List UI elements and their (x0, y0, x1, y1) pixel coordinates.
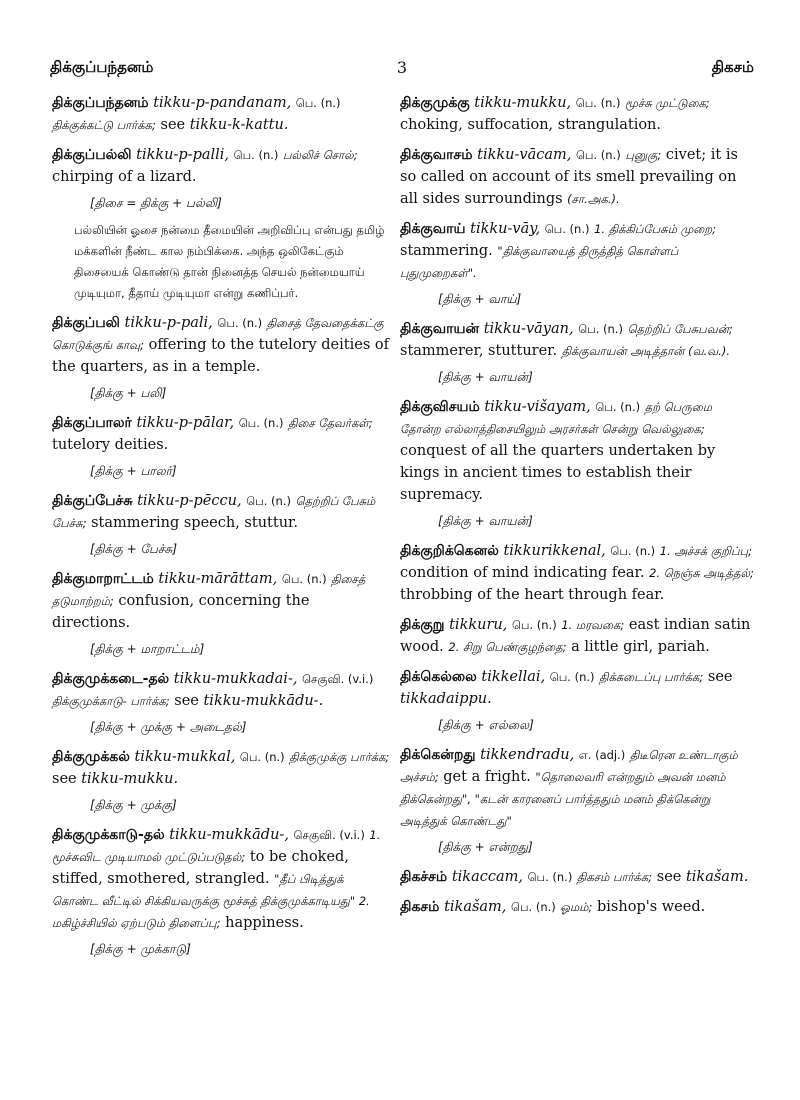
part-of-speech: பெ. (n.) (511, 900, 556, 914)
dictionary-entry (52, 412, 390, 482)
dictionary-entry (52, 490, 390, 560)
tamil-definition: திகசம் பார்க்க; (576, 870, 653, 884)
english-definition: tikašam. (685, 869, 749, 885)
headword: திகசம் (400, 899, 440, 915)
headword: திகச்சம் (400, 869, 448, 885)
tamil-definition: 1. மூச்சுவிட முடியாமல் முட்டுப்படுதல்; (52, 828, 381, 864)
english-definition: conquest of all the quarters undertaken by kings in ancient times to establish their supremacy. (400, 443, 716, 503)
english-definition: tutelory deities. (52, 437, 169, 453)
tamil-definition: திக்குவாயன் அடித்தான் (வ.வ.). (561, 344, 731, 358)
tamil-definition: திக்குமுக்காடு- பார்க்க; (52, 694, 170, 708)
transliteration: tikku-p-pandanam, (153, 95, 292, 111)
tamil-definition: திசைத் தேவதைக்கட்கு கொடுக்குங் காவு; (52, 316, 384, 352)
headword: திக்கென்றது (400, 747, 476, 763)
running-head-left: திக்குப்பந்தனம் (50, 58, 154, 76)
dictionary-entry (400, 744, 754, 858)
part-of-speech: பெ. (n.) (549, 670, 595, 684)
right-column (400, 92, 754, 926)
transliteration: tikkuru, (449, 617, 508, 633)
transliteration: tikku-mukku, (474, 95, 572, 111)
etymology: [திசை = திக்கு + பல்லி] (90, 196, 222, 210)
tamil-definition: திக்கடைப்பு பார்க்க; (599, 670, 704, 684)
etymology: [திக்கு + பலி] (90, 386, 167, 400)
page-number: 3 (396, 58, 408, 77)
tamil-definition: தெற்றிப் பேசும் பேச்சு; (52, 494, 376, 530)
english-definition: confusion, concerning the directions. (52, 593, 310, 631)
tamil-definition: புனுகு; (625, 148, 662, 162)
english-definition: see (160, 117, 186, 133)
left-column (52, 92, 390, 968)
headword: திக்குப்பேச்சு (52, 493, 133, 509)
headword: திக்குவாயன் (400, 321, 480, 337)
part-of-speech: பெ. (n.) (527, 870, 573, 884)
transliteration: tikku-vācam, (477, 147, 572, 163)
english-definition: tikkadaippu. (400, 691, 492, 707)
part-of-speech: பெ. (n.) (578, 322, 623, 336)
dictionary-entry (400, 92, 754, 136)
transliteration: tikkurikkenal, (503, 543, 606, 559)
headword: திக்குமுக்காடு-தல் (52, 827, 165, 843)
dictionary-entry (400, 896, 754, 918)
etymology: [திக்கு + பேச்சு] (90, 542, 178, 556)
headword: திக்குமுக்கடை-தல் (52, 671, 170, 687)
english-definition: see (656, 869, 682, 885)
transliteration: tikaccam, (451, 869, 523, 885)
dictionary-entry (52, 668, 390, 738)
tamil-definition: திசைத் தடுமாற்றம்; (52, 572, 366, 608)
etymology: [திக்கு + எல்லை] (438, 718, 534, 732)
page-header (50, 58, 754, 86)
tamil-definition: 2. நெஞ்சு அடித்தல்; (649, 566, 754, 580)
english-definition: see (707, 669, 733, 685)
etymology: [திக்கு + முக்கு + அடைதல்] (90, 720, 247, 734)
etymology: [திக்கு + வாய்] (438, 292, 522, 306)
tamil-definition: 1. மரவகை; (561, 618, 625, 632)
transliteration: tikku-p-pālar, (136, 415, 235, 431)
etymology: [திக்கு + முக்காடு] (90, 942, 191, 956)
part-of-speech: பெ. (n.) (281, 572, 327, 586)
headword: திக்குமுக்கு (400, 95, 470, 111)
english-definition: tikku-mukkādu-. (203, 693, 324, 709)
english-definition: stammering. (400, 243, 493, 259)
running-head-right: திகசம் (711, 58, 754, 76)
part-of-speech: பெ. (n.) (295, 96, 341, 110)
tamil-definition: மூச்சு முட்டுகை; (625, 96, 710, 110)
english-definition: get a fright. (443, 769, 531, 785)
dictionary-entry (400, 144, 754, 210)
part-of-speech: பெ. (n.) (239, 750, 285, 764)
tamil-definition: "திக்குவாயைத் திருத்தித் கொள்ளப் புதுமுறைகள்". (400, 244, 679, 280)
tamil-definition: பல்லிச் சொல்; (283, 148, 358, 162)
english-definition: throbbing of the heart through fear. (400, 587, 665, 603)
tamil-definition: திடீரென உண்டாகும் அச்சம்; (400, 748, 738, 784)
english-definition: tikku-mukku. (81, 771, 179, 787)
tamil-definition: திக்குக்கட்டு பார்க்க; (52, 118, 156, 132)
transliteration: tikku-mārāttam, (158, 571, 278, 587)
etymology: [திக்கு + மாறாட்டம்] (90, 642, 205, 656)
headword: திக்குறிக்கெனல் (400, 543, 499, 559)
part-of-speech: பெ. (n.) (610, 544, 656, 558)
headword: திக்கெல்லை (400, 669, 477, 685)
tamil-definition: (சா.அக.). (567, 192, 620, 206)
dictionary-entry (400, 614, 754, 658)
transliteration: tikku-mukkal, (134, 749, 236, 765)
transliteration: tikkendradu, (480, 747, 575, 763)
english-definition: stammerer, stutturer. (400, 343, 558, 359)
etymology: [திக்கு + பாலர்] (90, 464, 177, 478)
tamil-definition: "தீப் பிடித்துக் கொண்ட வீட்டில் சிக்கியவருக்கு மூச்சுத் திக்குமுக்காடியது" 2. மகிழ்ச்சியில் ஏற்படும் திளைப்பு; (52, 872, 370, 930)
tamil-definition: "தொலைவரி என்றதும் அவன் மனம் திக்கென்றது", "கடன் காரனைப் பார்த்ததும் மனம் திக்கென்று அடித்துக் கொண்டது" (400, 770, 726, 828)
transliteration: tikku-vāyan, (483, 321, 574, 337)
dictionary-entry (52, 92, 390, 136)
english-definition: happiness. (225, 915, 304, 931)
part-of-speech: பெ. (n.) (595, 400, 641, 414)
transliteration: tikku-vāy, (470, 221, 541, 237)
dictionary-entry (400, 866, 754, 888)
part-of-speech: செகுவி. (v.i.) (293, 828, 365, 842)
part-of-speech: பெ. (n.) (246, 494, 291, 508)
dictionary-entry (52, 568, 390, 660)
transliteration: tikku-višayam, (484, 399, 591, 415)
part-of-speech: பெ. (n.) (238, 416, 284, 430)
transliteration: tikku-p-pali, (124, 315, 213, 331)
tamil-definition: 1. திக்கிப்பேசும் முறை; (594, 222, 716, 236)
headword: திக்குமுக்கல் (52, 749, 130, 765)
transliteration: tikašam, (444, 899, 507, 915)
tamil-definition: 2. சிறு பெண்குழந்தை; (448, 640, 567, 654)
english-definition: choking, suffocation, strangulation. (400, 117, 662, 133)
english-definition: see (52, 771, 77, 787)
headword: திக்குப்பாலர் (52, 415, 132, 431)
tamil-definition: ஓமம்; (560, 900, 593, 914)
part-of-speech: பெ. (n.) (217, 316, 263, 330)
english-definition: a little girl, pariah. (571, 639, 710, 655)
headword: திக்குவிசயம் (400, 399, 480, 415)
dictionary-entry (400, 396, 754, 532)
part-of-speech: பெ. (n.) (544, 222, 590, 236)
transliteration: tikku-p-pēccu, (137, 493, 242, 509)
part-of-speech: பெ. (n.) (575, 96, 621, 110)
headword: திக்குவாசம் (400, 147, 473, 163)
etymology: [திக்கு + வாயன்] (438, 514, 533, 528)
english-definition: tikku-k-kattu. (189, 117, 289, 133)
english-definition: civet; it is so called on account of its smell prevailing on all sides surroundings (400, 147, 738, 207)
dictionary-entry (400, 318, 754, 388)
part-of-speech: செகுவி. (v.i.) (302, 672, 374, 686)
headword: திக்குவாய் (400, 221, 466, 237)
english-definition: chirping of a lizard. (52, 169, 197, 185)
part-of-speech: பெ. (n.) (233, 148, 279, 162)
english-definition: offering to the tutelory deities of the quarters, as in a temple. (52, 337, 389, 375)
etymology: [திக்கு + என்றது] (438, 840, 533, 854)
headword: திக்குமாறாட்டம் (52, 571, 154, 587)
headword: திக்குறு (400, 617, 445, 633)
etymology: [திக்கு + வாயன்] (438, 370, 533, 384)
headword: திக்குப்பல்லி (52, 147, 132, 163)
part-of-speech: பெ. (n.) (511, 618, 557, 632)
english-definition: see (174, 693, 199, 709)
tamil-definition: திக்குமுக்கு பார்க்க; (289, 750, 390, 764)
transliteration: tikkellai, (481, 669, 546, 685)
dictionary-entry (52, 746, 390, 816)
tamil-definition: 1. அச்சக் குறிப்பு; (659, 544, 752, 558)
dictionary-entry (52, 312, 390, 404)
transliteration: tikku-mukkadai-, (173, 671, 298, 687)
transliteration: tikku-mukkādu-, (169, 827, 289, 843)
tamil-definition: தெற்றிப் பேசுபவன்; (627, 322, 733, 336)
dictionary-entry (400, 666, 754, 736)
english-definition: east indian satin wood. (400, 617, 751, 655)
english-definition: to be choked, stiffed, smothered, strangled. (52, 849, 349, 887)
etymology: [திக்கு + முக்கு] (90, 798, 177, 812)
english-definition: bishop's weed. (597, 899, 706, 915)
tamil-definition: தற் பெருமை தோன்ற எல்லாத்திசையிலும் அரசர்கள் சென்று வெல்லுகை; (400, 400, 712, 436)
part-of-speech: பெ. (n.) (575, 148, 621, 162)
transliteration: tikku-p-palli, (136, 147, 230, 163)
tamil-definition: திசை தேவர்கள்; (288, 416, 373, 430)
english-definition: condition of mind indicating fear. (400, 565, 645, 581)
usage-note: பல்லியின் ஓசை நன்மை தீமையின் அறிவிப்பு என்பது தமிழ் மக்களின் நீண்ட கால நம்பிக்கை. அந்த ஒலிகேட்கும் திசையைக் கொண்டு தான் நினைத்த செயல் நன்மையாய் முடியுமா, தீதாய் முடியுமா என்று கணிப்பர். (74, 223, 385, 300)
dictionary-entry (400, 218, 754, 310)
english-definition: stammering speech, stuttur. (91, 515, 298, 531)
dictionary-entry (52, 144, 390, 304)
headword: திக்குப்பந்தனம் (52, 95, 149, 111)
part-of-speech: எ. (adj.) (578, 748, 626, 762)
headword: திக்குப்பலி (52, 315, 120, 331)
dictionary-entry (52, 824, 390, 960)
dictionary-entry (400, 540, 754, 606)
